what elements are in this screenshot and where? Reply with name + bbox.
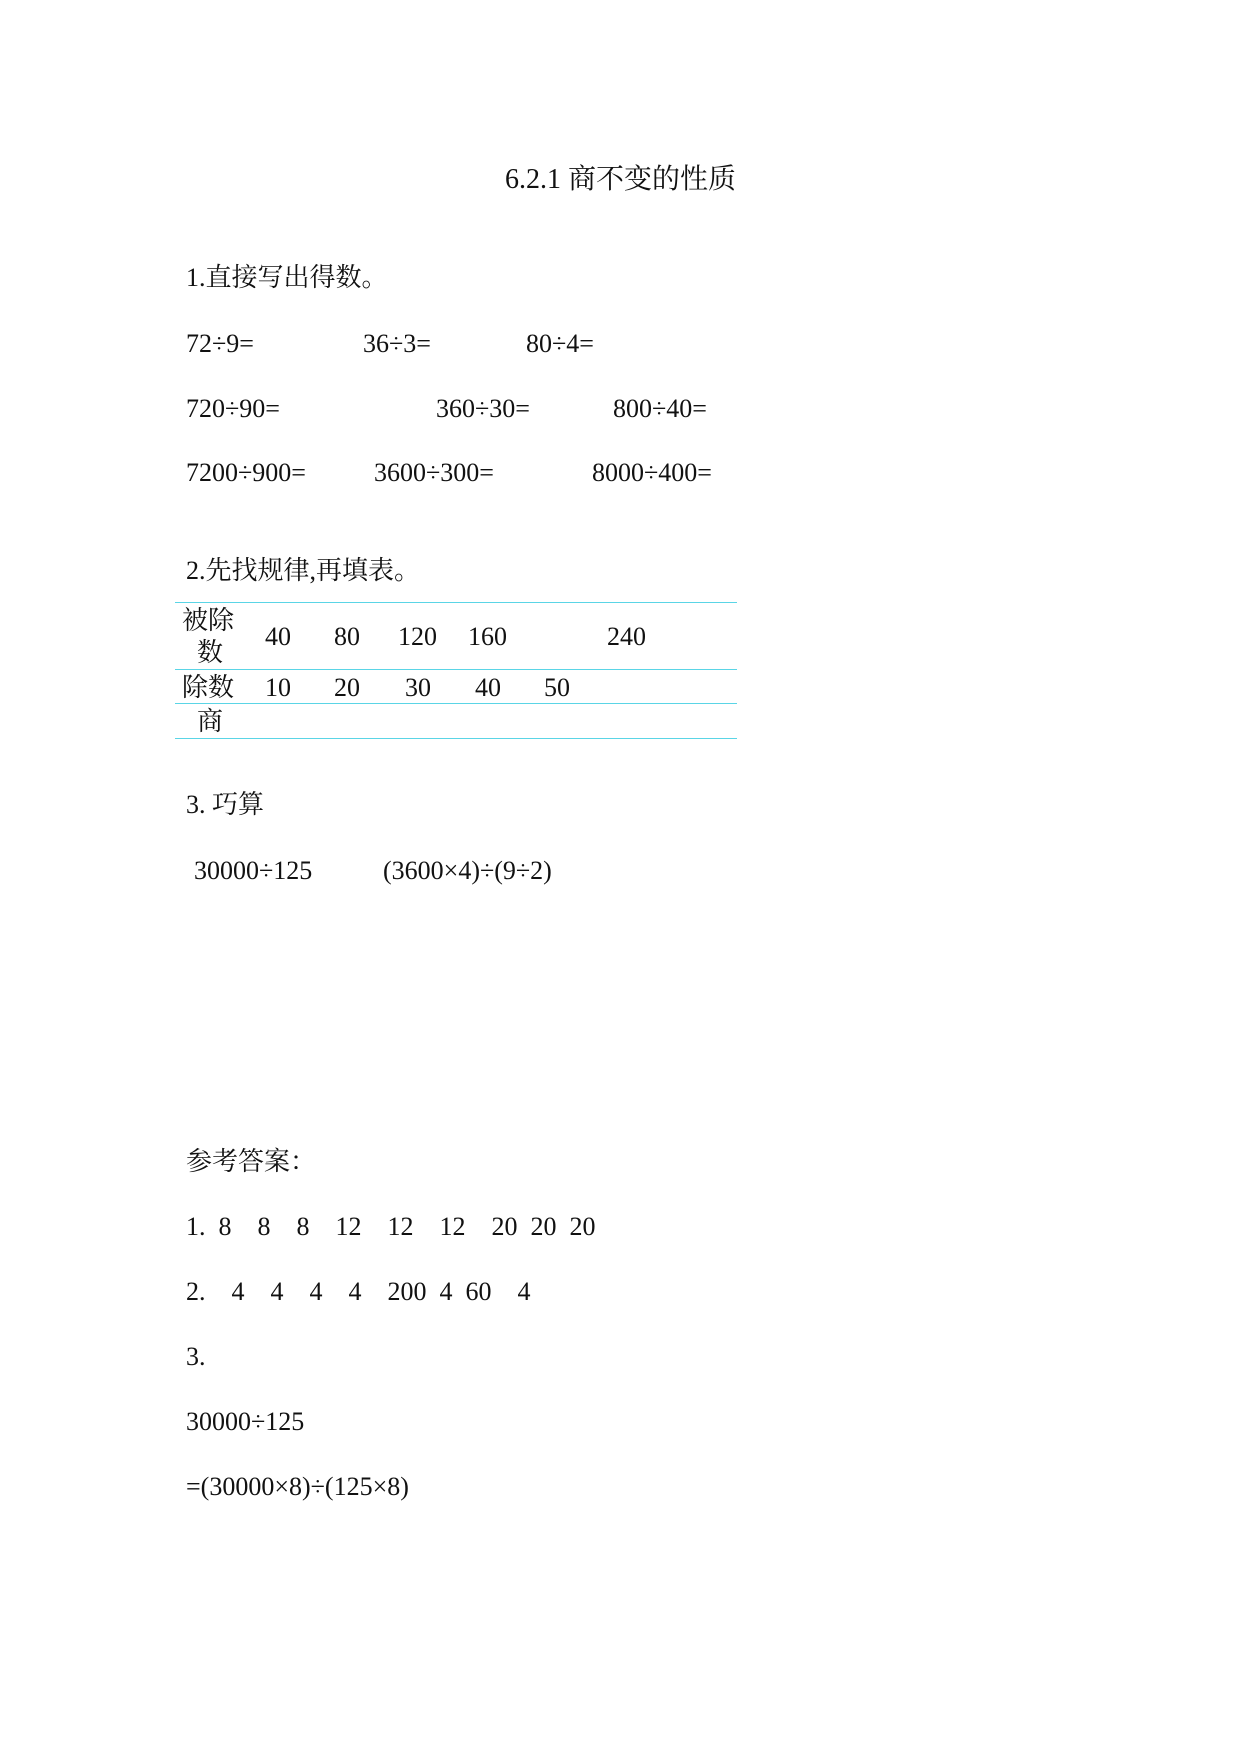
answers-heading: 参考答案： xyxy=(186,1147,317,1176)
page-title: 6.2.1 商不变的性质 xyxy=(504,164,736,195)
q3-heading: 3. 巧算 xyxy=(186,790,265,819)
table-cell: 80 xyxy=(334,622,360,651)
q3-expr: 30000÷125 xyxy=(194,856,313,885)
table-cell: 50 xyxy=(544,673,570,702)
answer-3: 3. xyxy=(186,1342,206,1371)
table-cell: 240 xyxy=(607,622,646,651)
table-cell: 40 xyxy=(475,673,501,702)
table-cell: 30 xyxy=(405,673,431,702)
answer-2: 2. 4 4 4 4 200 4 60 4 xyxy=(186,1277,531,1306)
answer-3-step: 30000÷125 xyxy=(186,1407,305,1436)
table-rule xyxy=(175,738,737,739)
q1-expr: 8000÷400= xyxy=(592,458,712,487)
row-header: 被除 xyxy=(182,606,235,635)
table-cell: 20 xyxy=(334,673,360,702)
q2-heading: 2.先找规律,再填表。 xyxy=(186,556,421,585)
table-cell: 10 xyxy=(265,673,291,702)
table-cell: 160 xyxy=(468,622,507,651)
q1-expr: 360÷30= xyxy=(436,394,530,423)
q1-expr: 3600÷300= xyxy=(374,458,494,487)
row-header: 除数 xyxy=(182,673,235,702)
row-header: 数 xyxy=(197,638,224,667)
answer-1: 1. 8 8 8 12 12 12 20 20 20 xyxy=(186,1212,596,1241)
q1-heading: 1.直接写出得数。 xyxy=(186,263,388,292)
table-rule xyxy=(175,602,737,603)
q3-expr: (3600×4)÷(9÷2) xyxy=(383,856,552,885)
table-cell: 40 xyxy=(265,622,291,651)
q1-expr: 7200÷900= xyxy=(186,458,306,487)
q1-expr: 720÷90= xyxy=(186,394,280,423)
q1-expr: 72÷9= xyxy=(186,329,254,358)
row-header: 商 xyxy=(197,707,224,736)
table-rule xyxy=(175,703,737,704)
q1-expr: 800÷40= xyxy=(613,394,707,423)
q1-expr: 80÷4= xyxy=(526,329,594,358)
table-cell: 120 xyxy=(398,622,437,651)
answer-3-step: =(30000×8)÷(125×8) xyxy=(186,1472,409,1501)
table-rule xyxy=(175,669,737,670)
q1-expr: 36÷3= xyxy=(363,329,431,358)
